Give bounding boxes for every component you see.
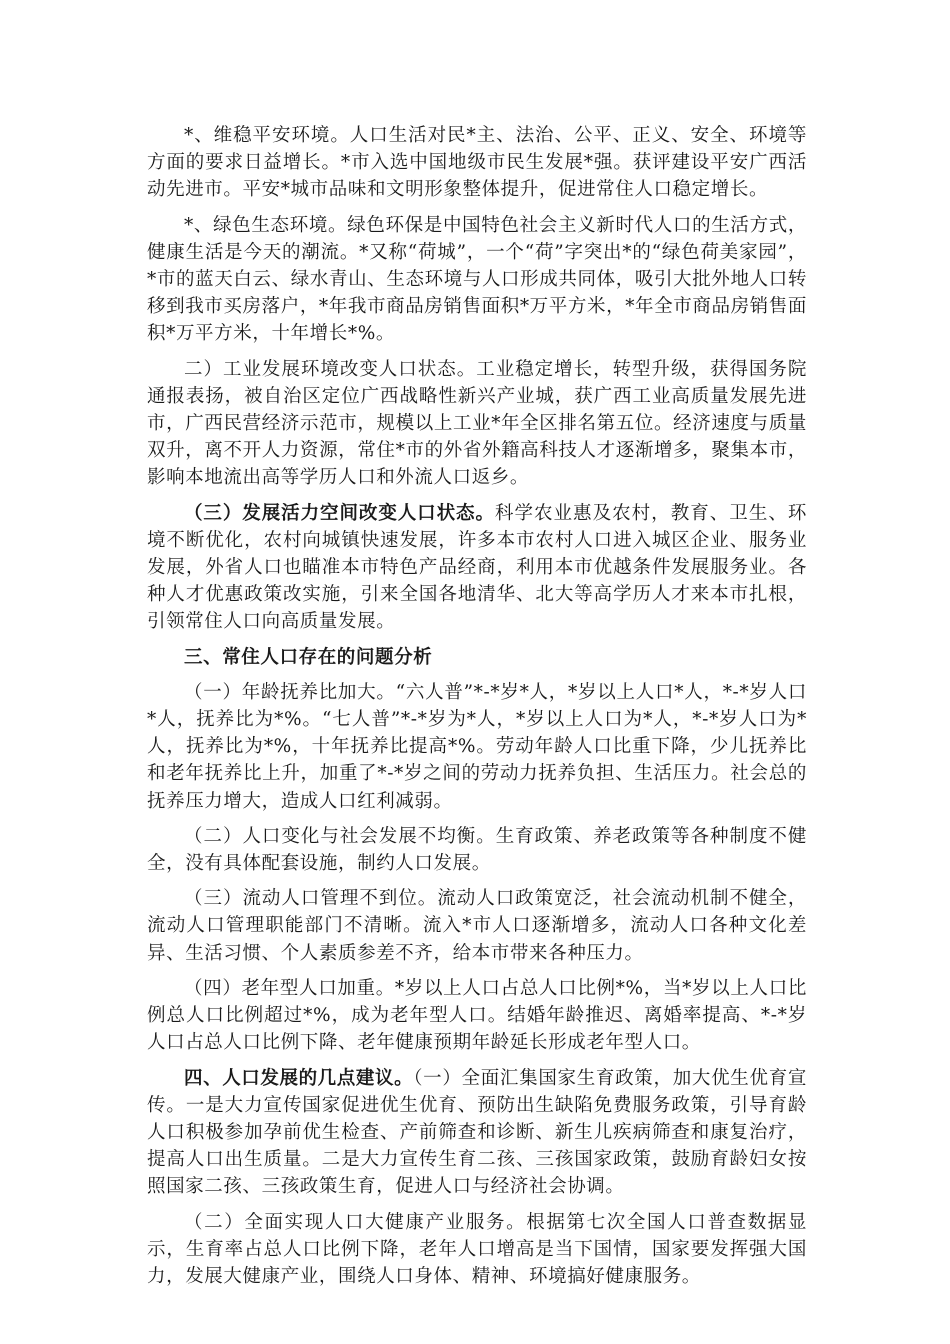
paragraph-floating-population [147, 885, 807, 967]
paragraph-text: 二）工业发展环境改变人口状态。工业稳定增长，转型升级，获得国务院通报表扬，被自治区定位广西战略性新兴产业城，获广西工业高质量发展先进市，广西民营经济示范市，规模以上工业*年全区排名第五位。经济速度与质量双升，离不开人力资源，常住*市的外省外籍高科技人才逐渐增多，聚集本市，影响本地流出高等学历人口和外流人口返乡。 [147, 358, 807, 489]
paragraph-development-vitality [147, 500, 807, 636]
section-heading-problems: 三、常住人口存在的问题分析 [184, 646, 433, 668]
paragraph-text: （二）全面实现人口大健康产业服务。根据第七次全国人口普查数据显示，生育率占总人口比例下降，老年人口增高是当下国情，国家要发挥强大国力，发展大健康产业，围绕人口身体、精神、环境搞好健康服务。 [147, 1211, 807, 1287]
paragraph-industrial-development [147, 356, 807, 492]
paragraph-health-industry [147, 1209, 807, 1291]
document-page [147, 122, 807, 1298]
paragraph-lead: 四、人口发展的几点建议。 [184, 1067, 414, 1089]
paragraph-text: *、绿色生态环境。绿色环保是中国特色社会主义新时代人口的生活方式，健康生活是今天的潮流。*又称“荷城”，一个“荷”字突出*的“绿色荷美家园”，*市的蓝天白云、绿水青山、生态环境与人口形成共同体，吸引大批外地人口转移到我市买房落户，*年我市商品房销售面积*万平方米，*年全市商品房销售面积*万平方米，十年增长*%。 [147, 214, 807, 345]
paragraph-text: （二）人口变化与社会发展不均衡。生育政策、养老政策等各种制度不健全，没有具体配套设施，制约人口发展。 [147, 825, 807, 875]
paragraph-imbalance [147, 823, 807, 877]
paragraph-text: （一）年龄抚养比加大。“六人普”*-*岁*人，*岁以上人口*人，*-*岁人口*人，抚养比为*%。“七人普”*-*岁为*人，*岁以上人口为*人，*-*岁人口为*人，抚养比为*%，十年抚养比提高*%。劳动年龄人口比重下降，少儿抚养比和老年抚养比上升，加重了*-*岁之间的劳动力抚养负担、生活压力。社会总的抚养压力增大，造成人口红利减弱。 [147, 681, 807, 812]
paragraph-green-environment [147, 212, 807, 348]
paragraph-text: （三）流动人口管理不到位。流动人口政策宽泛，社会流动机制不健全，流动人口管理职能部门不清晰。流入*市人口逐渐增多，流动人口各种文化差异、生活习惯、个人素质参差不齐，给本市带来各种压力。 [147, 888, 807, 964]
paragraph-text: 科学农业惠及农村，教育、卫生、环境不断优化，农村向城镇快速发展，许多本市农村人口进入城区企业、服务业发展，外省人口也瞄准本市特色产品经商，利用本市优越条件发展服务业。各种人才优惠政策改实施，引来全国各地清华、北大等高学历人才来本市扎根，引领常住人口向高质量发展。 [147, 502, 807, 633]
paragraph-dependency-ratio [147, 679, 807, 815]
paragraph-text: （四）老年型人口加重。*岁以上人口占总人口比例*%，当*岁以上人口比例总人口比例超过*%，成为老年型人口。结婚年龄推迟、离婚率提高、*-*岁人口占总人口比例下降、老年健康预期年龄延长形成老年型人口。 [147, 977, 807, 1054]
paragraph-lead: （三）发展活力空间改变人口状态。 [184, 502, 495, 524]
paragraph-text: *、维稳平安环境。人口生活对民*主、法治、公平、正义、安全、环境等方面的要求日益增长。*市入选中国地级市民生发展*强。获评建设平安广西活动先进市。平安*城市品味和文明形象整体提升，促进常住人口稳定增长。 [147, 125, 807, 201]
paragraph-aging-population [147, 975, 807, 1057]
paragraph-text: （一）全面汇集国家生育政策，加大优生优育宣传。一是大力宣传国家促进优生优育、预防出生缺陷免费服务政策，引导育龄人口积极参加孕前优生检查、产前筛查和诊断、新生儿疾病筛查和康复治疗，提高人口出生质量。二是大力宣传生育二孩、三孩国家政策，鼓励育龄妇女按照国家二孩、三孩政策生育，促进人口与经济社会协调。 [147, 1067, 807, 1198]
paragraph-suggestions [147, 1065, 807, 1201]
paragraph-safety-environment [147, 122, 807, 204]
